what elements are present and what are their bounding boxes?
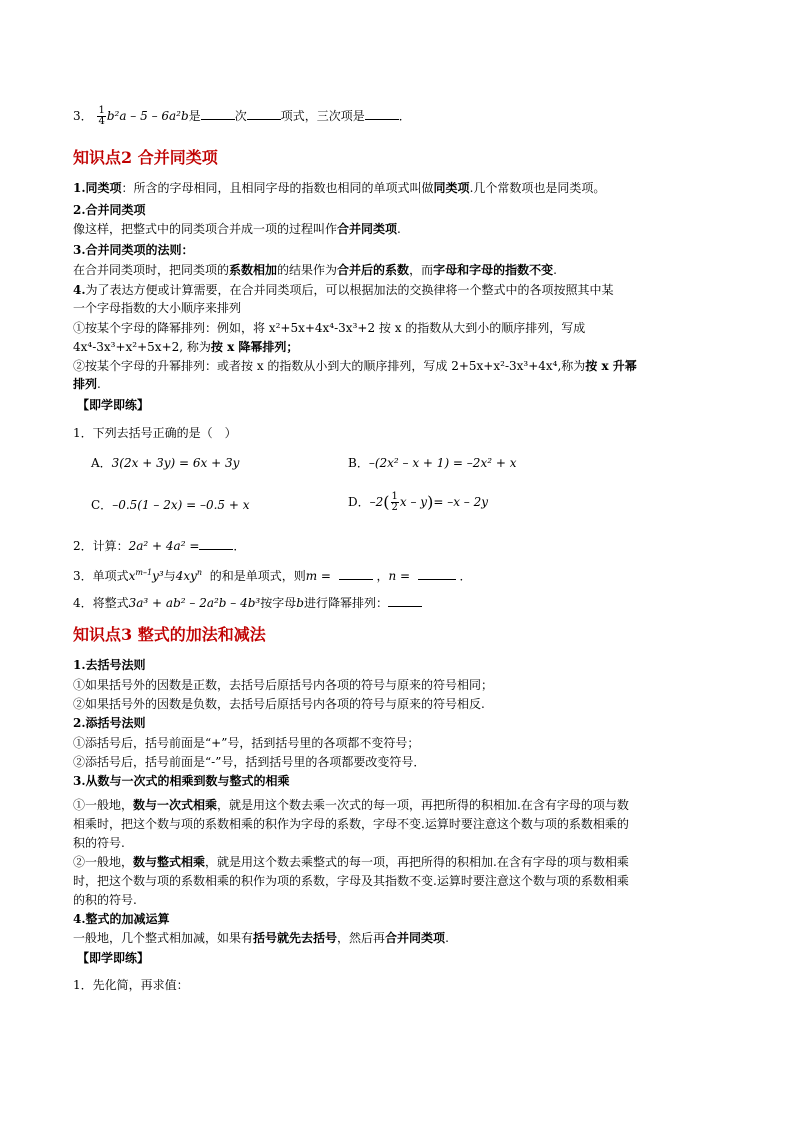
text: ，就是用这个数去乘整式的每一项，再把所得的积相加.在含有字母的项与数相乘 xyxy=(205,855,629,869)
text: . xyxy=(397,222,401,236)
practice-heading-2: 【即学即练】 xyxy=(77,951,150,965)
bold-term: 合并后的系数 xyxy=(337,263,410,277)
text: ：所含的字母相同，且相同字母的指数也相同的单项式叫做 xyxy=(121,181,434,195)
option-expression: = –x – 2y xyxy=(433,495,489,509)
bold-term: 排列 xyxy=(73,377,98,391)
rule-add-2: ②添括号后，括号前面是“-”号，括到括号里的各项都要改变符号． xyxy=(73,755,426,769)
bold-term: 合并同类项 xyxy=(385,931,446,945)
bold-term: 数与整式相乘 xyxy=(133,855,206,869)
bold-term: 按 x 降幂排列； xyxy=(210,340,299,354)
text: . xyxy=(97,377,101,391)
bold-term: 按 x 升幂 xyxy=(585,359,637,373)
bold-term: 合并同类项 xyxy=(337,222,398,236)
ascending-item-line2 xyxy=(73,376,101,392)
heading-remove-brackets: 1.去括号法则 xyxy=(73,658,146,672)
fraction xyxy=(391,492,399,513)
paren-close: ) xyxy=(427,492,434,512)
exercise-4 xyxy=(73,594,422,611)
option-label: D． xyxy=(348,495,370,509)
text: 是 xyxy=(188,109,201,123)
multiply-2-line2: 时，把这个数与项的系数相乘的积作为项的系数，字母及其指数不变.运算时要注意这个数与项的系数相乘 xyxy=(73,874,629,888)
bold-heading: 1.同类项 xyxy=(73,181,122,195)
text: ，而 xyxy=(409,263,434,277)
exercise-2 xyxy=(73,537,245,554)
text: .几个常数项也是同类项。 xyxy=(469,181,606,195)
expression: 3a³ + ab² – 2a²b – 4b³ xyxy=(128,596,261,610)
text: ，然后再 xyxy=(337,931,386,945)
text: ，就是用这个数去乘一次式的每一项，再把所得的积相加.在含有字母的项与数 xyxy=(217,798,629,812)
option-expression: –2 xyxy=(369,495,384,509)
superscript: n xyxy=(196,568,203,577)
multiply-2-line1 xyxy=(73,854,629,870)
multiply-2-line3: 的积的符号. xyxy=(73,893,137,907)
variable-m: m = xyxy=(305,569,331,583)
exercise-1: 1．下列去括号正确的是（ ） xyxy=(73,426,237,440)
answer-blank[interactable] xyxy=(365,107,399,120)
option-d[interactable] xyxy=(348,492,488,513)
answer-blank[interactable] xyxy=(247,107,281,120)
multiply-1-line2: 相乘时，把这个数与项的系数相乘的积作为字母的系数，字母不变.运算时要注意这个数与项的系数相乘的 xyxy=(73,817,629,831)
option-b[interactable] xyxy=(348,455,516,471)
rule-add-1: ①添括号后，括号前面是“+”号，括到括号里的各项都不变符号； xyxy=(73,736,420,750)
answer-blank[interactable] xyxy=(201,107,235,120)
question-3-prev xyxy=(73,106,411,127)
text: 4x⁴-3x³+x²+5x+2, 称为 xyxy=(73,340,211,354)
answer-blank-m[interactable] xyxy=(339,567,373,580)
variable: b xyxy=(296,596,304,610)
text: 进行降幂排列： xyxy=(303,596,388,610)
option-c[interactable] xyxy=(91,497,250,513)
text: 按字母 xyxy=(260,596,297,610)
fraction-denominator: 4 xyxy=(98,116,105,127)
fraction xyxy=(97,106,105,127)
text: 2．计算： xyxy=(73,539,129,553)
text: . xyxy=(445,931,449,945)
rule-remove-1: ①如果括号外的因数是正数，去括号后原括号内各项的符号与原来的符号相同； xyxy=(73,678,494,692)
practice-heading: 【即学即练】 xyxy=(77,398,150,412)
bold-term: 系数相加 xyxy=(229,263,278,277)
paragraph-order-1 xyxy=(73,282,614,298)
add-subtract-text xyxy=(73,930,449,946)
option-label: C． xyxy=(91,498,113,512)
text: 为了表达方便或计算需要，在合并同类项后，可以根据加法的交换律将一个整式中的各项按照其中某 xyxy=(85,283,614,297)
descending-item-line2 xyxy=(73,339,298,355)
text: . xyxy=(553,263,557,277)
text: 4．将整式 xyxy=(73,596,129,610)
text: 与 xyxy=(163,569,176,583)
fraction-numerator: 1 xyxy=(391,491,398,502)
expression: b²a – 5 – 6a²b xyxy=(106,109,189,123)
paragraph-order-2: 一个字母指数的大小顺序来排列 xyxy=(73,301,242,315)
option-label: B． xyxy=(348,456,369,470)
heading-add-brackets: 2.添括号法则 xyxy=(73,716,146,730)
bold-term: 数与一次式相乘 xyxy=(133,798,218,812)
option-a[interactable] xyxy=(91,455,239,471)
descending-item-line1: ①按某个字母的降幂排列：例如，将 x²+5x+4x⁴-3x³+2 按 x 的指数从大到小的顺序排列，写成 xyxy=(73,321,586,335)
expression: 4xy xyxy=(175,569,197,583)
section-2-title: 知识点2 合并同类项 xyxy=(73,148,218,167)
variable-n: n = xyxy=(388,569,411,583)
exercise-3 xyxy=(73,565,472,584)
text: 次 xyxy=(234,109,247,123)
bold-term: 字母和字母的指数不变 xyxy=(433,263,554,277)
answer-blank[interactable] xyxy=(388,594,422,607)
heading-multiply: 3.从数与一次式的相乘到数与整式的相乘 xyxy=(73,774,290,788)
bold-number: 4. xyxy=(73,283,86,297)
multiply-1-line1 xyxy=(73,797,629,813)
bold-term: 括号就先去括号 xyxy=(253,931,338,945)
definition-like-terms xyxy=(73,180,605,196)
exercise-simplify: 1．先化简，再求值： xyxy=(73,978,189,992)
text: 的和是单项式，则 xyxy=(209,569,306,583)
text: 一般地，几个整式相加减，如果有 xyxy=(73,931,254,945)
superscript: m–1 xyxy=(135,568,153,577)
text: 在合并同类项时，把同类项的 xyxy=(73,263,230,277)
text: 像这样，把整式中的同类项合并成一项的过程叫作 xyxy=(73,222,338,236)
paragraph-rule xyxy=(73,262,557,278)
paragraph-combine xyxy=(73,221,401,237)
option-expression: x – y xyxy=(399,495,428,509)
bold-term: 同类项 xyxy=(433,181,470,195)
text: ． xyxy=(398,109,411,123)
option-expression: 3(2x + 3y) = 6x + 3y xyxy=(111,456,240,470)
expression: x xyxy=(128,569,136,583)
answer-blank[interactable] xyxy=(199,537,233,550)
option-label: A． xyxy=(91,456,112,470)
expression: 2a² + 4a² = xyxy=(128,539,200,553)
expression: y³ xyxy=(152,569,164,583)
text: 3．单项式 xyxy=(73,569,129,583)
heading-rule: 3.合并同类项的法则： xyxy=(73,243,194,257)
text: ①一般地， xyxy=(73,798,134,812)
text: 的结果作为 xyxy=(277,263,338,277)
text: ②一般地， xyxy=(73,855,134,869)
multiply-1-line3: 积的符号. xyxy=(73,836,125,850)
text: ． xyxy=(459,569,472,583)
text: ②按某个字母的升幂排列：或者按 x 的指数从小到大的顺序排列，写成 2+5x+x²-3x³+4x⁴,称为 xyxy=(73,359,586,373)
ascending-item-line1 xyxy=(73,358,637,374)
fraction-numerator: 1 xyxy=(98,105,105,116)
rule-remove-2: ②如果括号外的因数是负数，去括号后原括号内各项的符号与原来的符号相反. xyxy=(73,697,485,711)
paren-open: ( xyxy=(383,492,390,512)
fraction-denominator: 2 xyxy=(391,502,398,513)
option-expression: –0.5(1 – 2x) = –0.5 + x xyxy=(112,498,250,512)
answer-blank-n[interactable] xyxy=(418,567,456,580)
question-number: 3． xyxy=(73,109,93,123)
section-3-title: 知识点3 整式的加法和减法 xyxy=(73,625,266,644)
text: 项式，三次项是 xyxy=(280,109,365,123)
heading-combine: 2.合并同类项 xyxy=(73,203,146,217)
option-expression: –(2x² – x + 1) = –2x² + x xyxy=(368,456,517,470)
heading-add-subtract: 4.整式的加减运算 xyxy=(73,912,170,926)
text: ， xyxy=(376,569,389,583)
text: ． xyxy=(233,539,246,553)
